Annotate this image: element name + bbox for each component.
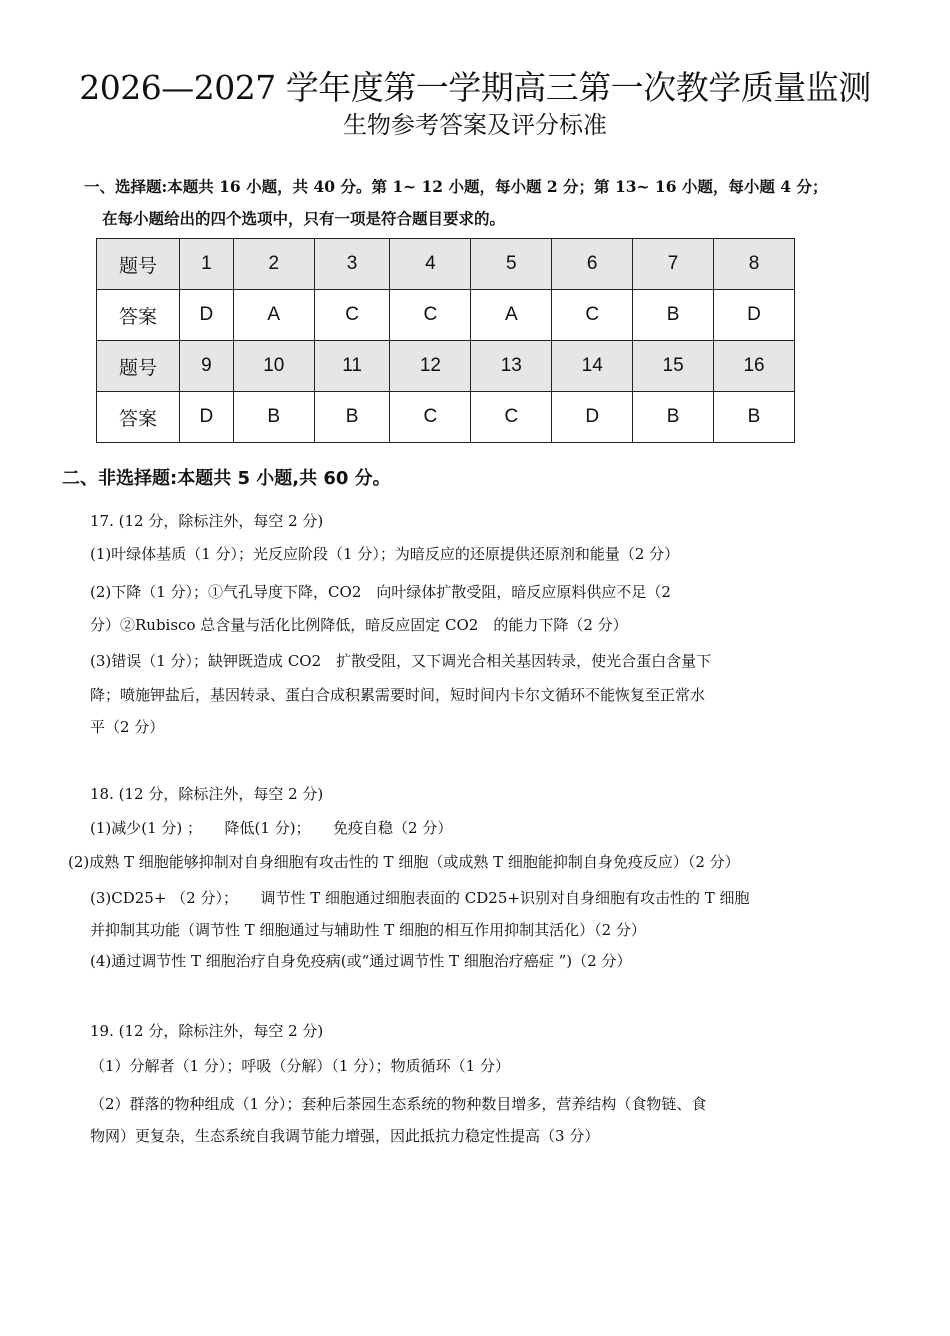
table-cell: B (633, 290, 714, 341)
page-subtitle: 生物参考答案及评分标准 (343, 111, 607, 139)
table-cell: A (233, 290, 314, 341)
table-cell: 11 (314, 341, 390, 392)
table-cell: 6 (552, 239, 633, 290)
table-cell: C (314, 290, 390, 341)
q18-line: 并抑制其功能（调节性 T 细胞通过与辅助性 T 细胞的相互作用抑制其活化）（2 分） (90, 921, 646, 939)
table-cell: C (471, 392, 552, 443)
table-cell: B (714, 392, 795, 443)
table-cell: 15 (633, 341, 714, 392)
table-cell: 13 (471, 341, 552, 392)
row-label: 题号 (97, 341, 180, 392)
table-cell: 7 (633, 239, 714, 290)
table-cell: 3 (314, 239, 390, 290)
table-cell: 4 (390, 239, 471, 290)
table-cell: 9 (180, 341, 234, 392)
q18-line: (3)CD25+ （2 分）； 调节性 T 细胞通过细胞表面的 CD25+识别对自身细胞有攻击性的 T 细胞 (90, 889, 750, 907)
table-cell: 1 (180, 239, 234, 290)
table-cell: 14 (552, 341, 633, 392)
q17-line: 平（2 分） (90, 718, 165, 736)
table-cell: 5 (471, 239, 552, 290)
table-cell: C (552, 290, 633, 341)
table-cell: B (233, 392, 314, 443)
table-cell: 8 (714, 239, 795, 290)
q17-line: 分）②Rubisco 总含量与活化比例降低，暗反应固定 CO2 的能力下降（2 分） (90, 616, 628, 634)
q18-line: (1)减少(1 分) ； 降低(1 分)； 免疫自稳（2 分） (90, 819, 453, 837)
page-title: 2026—2027 学年度第一学期高三第一次教学质量监测 (79, 68, 871, 107)
table-cell: 10 (233, 341, 314, 392)
q17-heading: 17. (12 分，除标注外，每空 2 分) (90, 512, 324, 530)
row-label: 答案 (97, 290, 180, 341)
table-cell: D (180, 290, 234, 341)
q17-line: 降；喷施钾盐后，基因转录、蛋白合成积累需要时间，短时间内卡尔文循环不能恢复至正常水 (90, 686, 706, 704)
q18-line: (4)通过调节性 T 细胞治疗自身免疫病(或“通过调节性 T 细胞治疗癌症 ”)（2 分） (90, 952, 632, 970)
section1-instruction: 在每小题给出的四个选项中，只有一项是符合题目要求的。 (102, 209, 506, 228)
q19-line: （1）分解者（1 分）；呼吸（分解）（1 分）；物质循环（1 分） (90, 1057, 510, 1075)
q19-line: 物网）更复杂，生态系统自我调节能力增强，因此抵抗力稳定性提高（3 分） (90, 1127, 600, 1145)
table-row (97, 392, 795, 443)
table-cell: B (314, 392, 390, 443)
table-cell: 16 (714, 341, 795, 392)
table-row (97, 341, 795, 392)
table-cell: D (552, 392, 633, 443)
q19-heading: 19. (12 分，除标注外，每空 2 分) (90, 1022, 324, 1040)
table-cell: B (633, 392, 714, 443)
q18-line: (2)成熟 T 细胞能够抑制对自身细胞有攻击性的 T 细胞（或成熟 T 细胞能抑制自身免疫反应）（2 分） (68, 853, 740, 871)
table-row (97, 239, 795, 290)
section1-heading: 一、选择题:本题共 16 小题，共 40 分。第 1~ 12 小题，每小题 2 分；第 13~ 16 小题，每小题 4 分； (84, 177, 828, 196)
q17-line: (3)错误（1 分）；缺钾既造成 CO2 扩散受阻，又下调光合相关基因转录，使光合蛋白含量下 (90, 652, 712, 670)
table-cell: D (180, 392, 234, 443)
table-cell: A (471, 290, 552, 341)
q19-line: （2）群落的物种组成（1 分）；套种后茶园生态系统的物种数目增多，营养结构（食物链、食 (90, 1095, 707, 1113)
q18-heading: 18. (12 分，除标注外，每空 2 分) (90, 785, 324, 803)
table-cell: 12 (390, 341, 471, 392)
table-cell: 2 (233, 239, 314, 290)
table-cell: C (390, 290, 471, 341)
table-cell: D (714, 290, 795, 341)
q17-line: (1)叶绿体基质（1 分）；光反应阶段（1 分）；为暗反应的还原提供还原剂和能量（2 分） (90, 545, 680, 563)
q17-line: (2)下降（1 分）；①气孔导度下降，CO2 向叶绿体扩散受阻，暗反应原料供应不足（2 (90, 583, 671, 601)
section2-heading: 二、非选择题:本题共 5 小题,共 60 分。 (62, 468, 391, 489)
table-cell: C (390, 392, 471, 443)
row-label: 题号 (97, 239, 180, 290)
row-label: 答案 (97, 392, 180, 443)
table-row (97, 290, 795, 341)
answer-table (96, 238, 795, 443)
